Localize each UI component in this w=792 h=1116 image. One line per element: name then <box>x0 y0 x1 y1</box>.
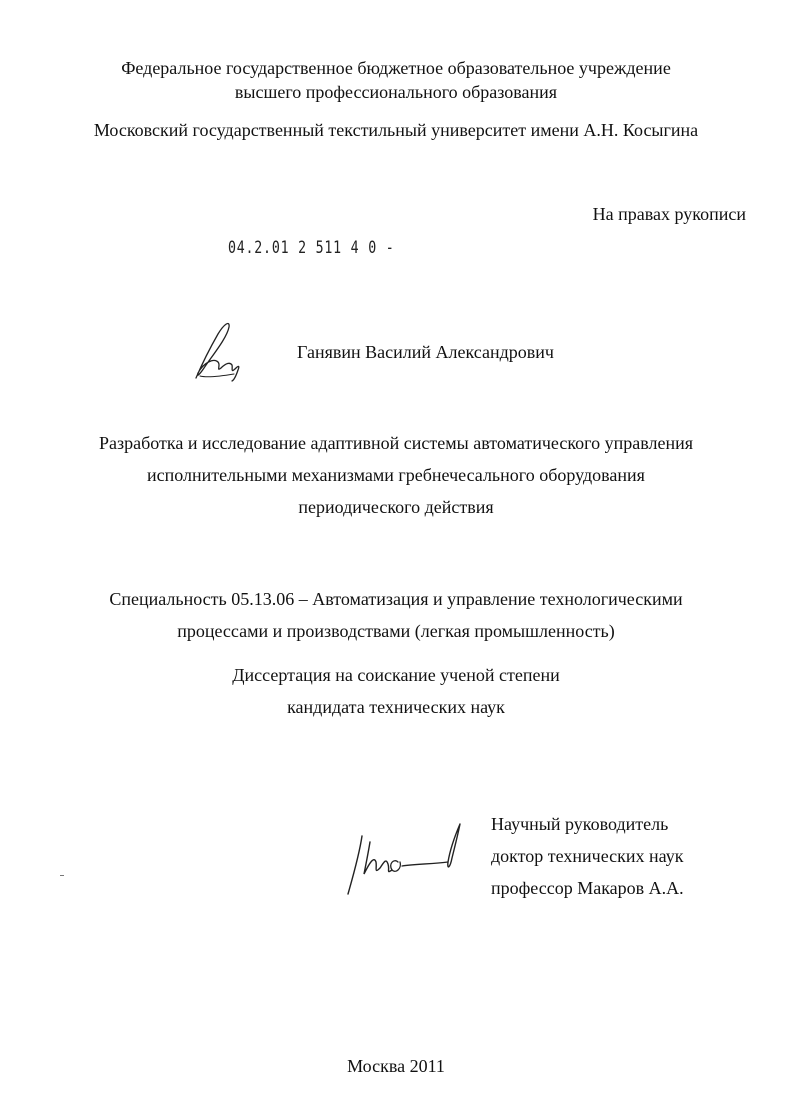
institution-line-2: высшего профессионального образования <box>234 82 558 102</box>
supervisor-label: Научный руководитель <box>491 814 669 834</box>
author-name: Ганявин Василий Александрович <box>297 342 554 362</box>
thesis-title-line-3: периодического действия <box>298 497 494 517</box>
dissertation-line-2: кандидата технических наук <box>287 697 505 717</box>
specialty-line-1: Специальность 05.13.06 – Автоматизация и управление технологическими <box>109 589 683 609</box>
registration-stamp: 04.2.01 2 511 4 0 - <box>228 238 395 258</box>
supervisor-signature <box>340 818 475 900</box>
thesis-title-line-2: исполнительными механизмами гребнечесального оборудования <box>147 465 645 485</box>
dissertation-line-1: Диссертация на соискание ученой степени <box>232 665 560 685</box>
supervisor-name: профессор Макаров А.А. <box>491 878 684 898</box>
institution-line-1: Федеральное государственное бюджетное образовательное учреждение <box>121 58 671 78</box>
university-name: Московский государственный текстильный университет имени А.Н. Косыгина <box>93 120 699 140</box>
author-signature <box>188 318 248 384</box>
scan-speck <box>60 875 64 876</box>
specialty-line-2: процессами и производствами (легкая промышленность) <box>177 621 615 641</box>
supervisor-degree: доктор технических наук <box>491 846 684 866</box>
manuscript-note: На правах рукописи <box>592 204 746 224</box>
city-year: Москва 2011 <box>347 1056 445 1076</box>
thesis-title-line-1: Разработка и исследование адаптивной системы автоматического управления <box>99 433 693 453</box>
